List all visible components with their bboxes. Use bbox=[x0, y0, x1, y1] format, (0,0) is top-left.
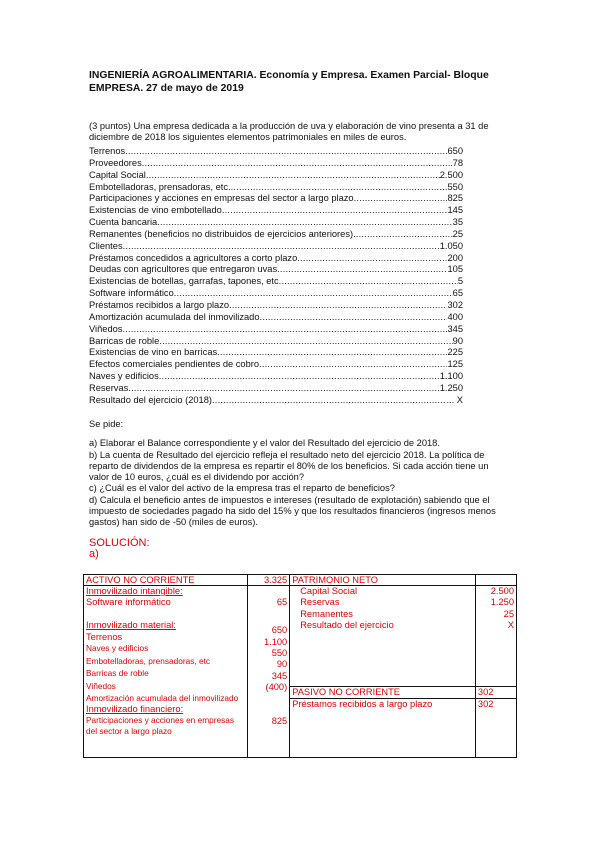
dot-leader bbox=[123, 241, 440, 253]
item-label: Clientes bbox=[89, 240, 123, 251]
item-label: Naves y edificios bbox=[89, 371, 159, 382]
vinedos-label: Viñedos bbox=[86, 680, 116, 691]
amortizacion-value: (400) bbox=[265, 682, 288, 693]
item-value: 825 bbox=[447, 193, 463, 204]
embotelladoras-label: Embotelladoras, prensadoras, etc bbox=[86, 655, 211, 666]
item-label: Software informático bbox=[89, 288, 174, 299]
activo-nc-label: ACTIVO NO CORRIENTE bbox=[84, 575, 248, 586]
pasivo-nc-label: PASIVO NO CORRIENTE bbox=[290, 687, 475, 699]
item-label: Préstamos recibidos a largo plazo bbox=[89, 299, 230, 310]
item-value: ... X bbox=[446, 394, 463, 405]
balance-sheet-table bbox=[83, 574, 517, 758]
participaciones-label: Participaciones y acciones en empresas del sector a largo plazo bbox=[86, 715, 235, 736]
patrimonial-item bbox=[89, 276, 463, 288]
patrimonial-item bbox=[89, 182, 463, 194]
patrimonial-item bbox=[89, 395, 463, 407]
problem-intro: (3 puntos) Una empresa dedicada a la producción de uva y elaboración de vino presenta a 31 de diciembre de 2018 los siguientes elementos patrimoniales en miles de euros. bbox=[89, 121, 489, 143]
activo-nc-value: 3.325 bbox=[248, 575, 290, 586]
terrenos-value: 650 bbox=[271, 625, 288, 636]
barricas-value: 90 bbox=[276, 659, 288, 670]
patrimonial-item bbox=[89, 229, 463, 241]
patrimonial-item bbox=[89, 300, 463, 312]
patrimonial-item bbox=[89, 359, 463, 371]
item-label: Deudas con agricultores que entregaron uvas bbox=[89, 264, 278, 275]
material-heading: Inmovilizado material: bbox=[86, 620, 176, 631]
patrimonial-item bbox=[89, 146, 463, 158]
dot-leader bbox=[128, 383, 439, 395]
item-label: Viñedos bbox=[89, 323, 123, 334]
solution-part: a) bbox=[89, 548, 99, 561]
patrimonial-item bbox=[89, 264, 463, 276]
naves-label: Naves y edificios bbox=[86, 642, 149, 653]
dot-leader bbox=[122, 324, 447, 336]
remanentes-value: 25 bbox=[503, 608, 514, 619]
dot-leader bbox=[260, 312, 448, 324]
dot-leader bbox=[142, 158, 450, 170]
intangible-heading: Inmovilizado intangible: bbox=[86, 586, 183, 596]
patrimonial-item bbox=[89, 241, 463, 253]
patrimonial-item bbox=[89, 158, 463, 170]
remanentes-label: Remanentes bbox=[300, 608, 353, 619]
patrimonial-item bbox=[89, 288, 463, 300]
dot-leader bbox=[259, 359, 447, 371]
item-value: 2.500 bbox=[439, 169, 463, 180]
item-value: 1.100 bbox=[439, 371, 463, 382]
participaciones-value: 825 bbox=[271, 716, 288, 727]
item-label: Remanentes (beneficios no distribuidos de ejercicios anteriores) bbox=[89, 228, 354, 239]
patrimonial-item bbox=[89, 170, 463, 182]
item-label: Efectos comerciales pendientes de cobro bbox=[89, 359, 260, 370]
patrimonial-item bbox=[89, 253, 463, 265]
item-value: 65 bbox=[452, 288, 463, 299]
patrimonio-neto-label: PATRIMONIO NETO bbox=[290, 575, 476, 586]
item-value: 1.250 bbox=[439, 382, 463, 393]
item-label: Reservas bbox=[89, 382, 129, 393]
item-value: 650 bbox=[447, 146, 463, 156]
dot-leader bbox=[231, 182, 445, 194]
dot-leader bbox=[146, 170, 440, 182]
dot-leader bbox=[277, 264, 447, 276]
patrimonial-item bbox=[89, 383, 463, 395]
patrimonial-item bbox=[89, 371, 463, 383]
resultado-label: Resultado del ejercicio bbox=[300, 620, 394, 631]
balance-header-row bbox=[84, 575, 517, 586]
item-label: Capital Social bbox=[89, 169, 146, 180]
item-label: Existencias de botellas, garrafas, tapones, etc bbox=[89, 276, 279, 287]
patrimonial-items-list bbox=[89, 146, 463, 407]
item-label: Existencias de vino embotellado bbox=[89, 205, 222, 216]
item-label: Terrenos bbox=[89, 146, 126, 156]
patrimonial-item bbox=[89, 205, 463, 217]
dot-leader bbox=[212, 395, 446, 407]
item-value: 5 bbox=[457, 276, 463, 287]
amortizacion-label: Amortización acumulada del inmovilizado bbox=[86, 693, 239, 704]
item-value: 345 bbox=[447, 323, 463, 334]
question-c: c) ¿Cuál es el valor del activo de la empresa tras el reparto de beneficios? bbox=[89, 483, 395, 494]
item-label: Barricas de roble bbox=[89, 335, 160, 346]
question-b: b) La cuenta de Resultado del ejercicio refleja el resultado neto del ejercicio 2018. La política de reparto de dividendos de la empresa es repartir el 80% de los beneficios. Si cada acción tiene un valor de 10 euros, ¿cuál es el dividendo por acción? bbox=[89, 449, 489, 483]
question-a: a) Elaborar el Balance correspondiente y el valor del Resultado del ejercicio de 2018. bbox=[89, 438, 440, 449]
pasivo-nc-value: 302 bbox=[476, 687, 516, 699]
item-value: 145 bbox=[447, 205, 463, 216]
software-label: Software informático bbox=[86, 597, 171, 608]
capital-label: Capital Social bbox=[300, 586, 358, 596]
dot-leader bbox=[159, 336, 452, 348]
reservas-label: Reservas bbox=[300, 597, 340, 608]
dot-leader bbox=[229, 300, 447, 312]
reservas-value: 1.250 bbox=[490, 597, 514, 608]
questions-lead: Se pide: bbox=[89, 419, 124, 429]
patrimonial-item bbox=[89, 217, 463, 229]
dot-leader bbox=[297, 253, 447, 265]
naves-value: 1.100 bbox=[263, 636, 288, 647]
item-value: 400 bbox=[447, 311, 463, 322]
item-label: Amortización acumulada del inmovilizado bbox=[89, 311, 260, 322]
question-d: d) Calcula el beneficio antes de impuestos e intereses (resultado de explotación) sabiendo que el impuesto de sociedades pagado ha sido del 15% y que los resultados financieros (ingresos menos gastos) han sido de -50 (miles de euros). bbox=[89, 494, 496, 528]
item-value: 25 bbox=[452, 228, 463, 239]
patrimonial-item bbox=[89, 347, 463, 359]
dot-leader bbox=[157, 217, 452, 229]
patrimonial-item bbox=[89, 336, 463, 348]
embotelladoras-value: 550 bbox=[271, 647, 288, 658]
dot-leader bbox=[354, 193, 448, 205]
terrenos-label: Terrenos bbox=[86, 631, 123, 642]
item-value: 125 bbox=[447, 359, 463, 370]
vinedos-value: 345 bbox=[271, 670, 288, 681]
item-label: Proveedores bbox=[89, 157, 142, 168]
dot-leader bbox=[125, 146, 447, 158]
capital-value: 2.500 bbox=[490, 586, 514, 596]
item-label: Resultado del ejercicio (2018) bbox=[89, 394, 212, 405]
item-label: Préstamos concedidos a agricultores a corto plazo bbox=[89, 252, 298, 263]
dot-leader bbox=[353, 229, 453, 241]
item-value: 90 bbox=[452, 335, 463, 346]
questions bbox=[89, 419, 509, 529]
prestamos-value: 302 bbox=[477, 699, 494, 709]
item-value: 1.050 bbox=[439, 240, 463, 251]
item-value: 302 bbox=[447, 299, 463, 310]
prestamos-label: Préstamos recibidos a largo plazo bbox=[292, 699, 433, 709]
solution-heading bbox=[89, 538, 150, 561]
dot-leader bbox=[174, 288, 453, 300]
dot-leader bbox=[159, 371, 440, 383]
item-label: Embotelladoras, prensadoras, etc. bbox=[89, 181, 231, 192]
dot-leader bbox=[222, 205, 448, 217]
dot-leader bbox=[279, 276, 458, 288]
item-value: 225 bbox=[447, 347, 463, 358]
patrimonial-item bbox=[89, 324, 463, 336]
item-label: Participaciones y acciones en empresas del sector a largo plazo bbox=[89, 193, 354, 204]
item-value: 200 bbox=[447, 252, 463, 263]
barricas-label: Barricas de roble bbox=[86, 668, 149, 679]
item-value: .550 bbox=[444, 181, 463, 192]
solution-title: SOLUCIÓN: bbox=[89, 537, 150, 549]
software-value: 65 bbox=[276, 597, 288, 608]
item-label: Existencias de vino en barricas bbox=[89, 347, 218, 358]
financiero-heading: Inmovilizado financiero: bbox=[86, 703, 184, 714]
document-title: INGENIERÍA AGROALIMENTARIA. Economía y Empresa. Examen Parcial- Bloque EMPRESA. 27 de mayo de 2019 bbox=[89, 70, 489, 94]
dot-leader bbox=[217, 347, 447, 359]
item-label: Cuenta bancaria bbox=[89, 217, 158, 228]
patrimonial-item bbox=[89, 312, 463, 324]
item-value: 35 bbox=[452, 217, 463, 228]
patrimonial-item bbox=[89, 193, 463, 205]
item-value: .78 bbox=[450, 157, 463, 168]
resultado-value: X bbox=[507, 620, 514, 631]
item-value: 105 bbox=[447, 264, 463, 275]
balance-body-row bbox=[84, 586, 517, 758]
